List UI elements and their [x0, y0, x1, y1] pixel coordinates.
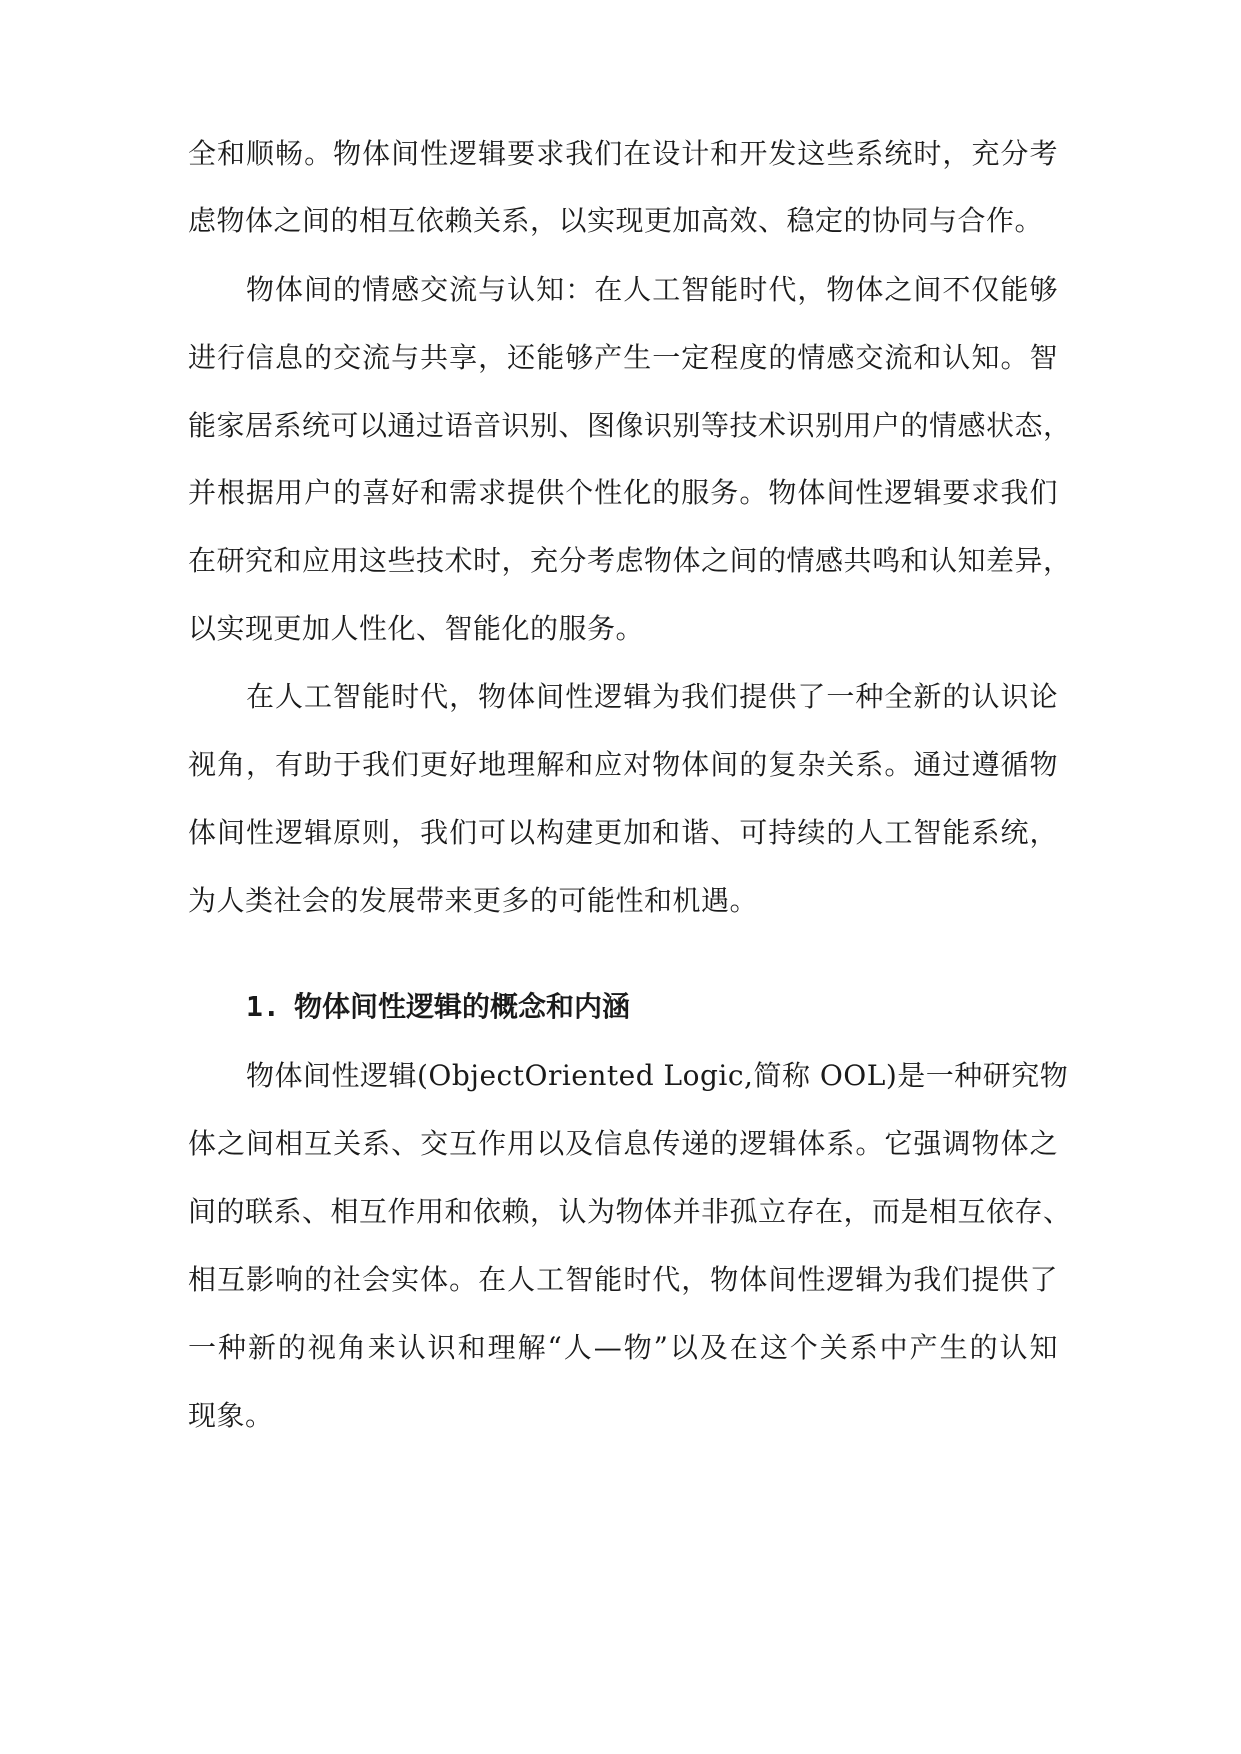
paragraph-2-line-3: 能家居系统可以通过语音识别、图像识别等技术识别用户的情感状态， [188, 409, 1072, 442]
paragraph-3-line-3: 体间性逻辑原则，我们可以构建更加和谐、可持续的人工智能系统， [188, 816, 1058, 849]
paragraph-2-line-4: 并根据用户的喜好和需求提供个性化的服务。物体间性逻辑要求我们 [188, 476, 1058, 509]
section-heading [246, 976, 1058, 1038]
paragraph-4-line-3: 间的联系、相互作用和依赖，认为物体并非孤立存在，而是相互依存、 [188, 1195, 1072, 1228]
paragraph-2-line-5: 在研究和应用这些技术时，充分考虑物体之间的情感共鸣和认知差异， [188, 544, 1072, 577]
paragraph-1-line-1: 全和顺畅。物体间性逻辑要求我们在设计和开发这些系统时，充分考 [188, 137, 1058, 170]
section-heading-number: 1. [246, 990, 280, 1023]
paragraph-4-line-4: 相互影响的社会实体。在人工智能时代，物体间性逻辑为我们提供了 [188, 1263, 1058, 1296]
paragraph-3-line-1: 在人工智能时代，物体间性逻辑为我们提供了一种全新的认识论 [246, 680, 1058, 713]
paragraph-4-line-1: 物体间性逻辑(ObjectOriented Logic,简称 OOL)是一种研究物 [246, 1059, 1069, 1092]
paragraph-3-line-2: 视角，有助于我们更好地理解和应对物体间的复杂关系。通过遵循物 [188, 748, 1058, 781]
paragraph-4-line-6: 现象。 [188, 1399, 274, 1432]
paragraph-4-line-2: 体之间相互关系、交互作用以及信息传递的逻辑体系。它强调物体之 [188, 1127, 1058, 1160]
section-heading-title: 物体间性逻辑的概念和内涵 [294, 990, 631, 1023]
paragraph-2-line-2: 进行信息的交流与共享，还能够产生一定程度的情感交流和认知。智 [188, 341, 1058, 374]
paragraph-1-line-2: 虑物体之间的相互依赖关系，以实现更加高效、稳定的协同与合作。 [188, 204, 1044, 237]
paragraph-2-line-6: 以实现更加人性化、智能化的服务。 [188, 612, 645, 645]
paragraph-3-line-4: 为人类社会的发展带来更多的可能性和机遇。 [188, 884, 759, 917]
paragraph-2-line-1: 物体间的情感交流与认知：在人工智能时代，物体之间不仅能够 [246, 273, 1058, 306]
paragraph-4-line-5: 一种新的视角来认识和理解“人—物”以及在这个关系中产生的认知 [188, 1331, 1058, 1364]
